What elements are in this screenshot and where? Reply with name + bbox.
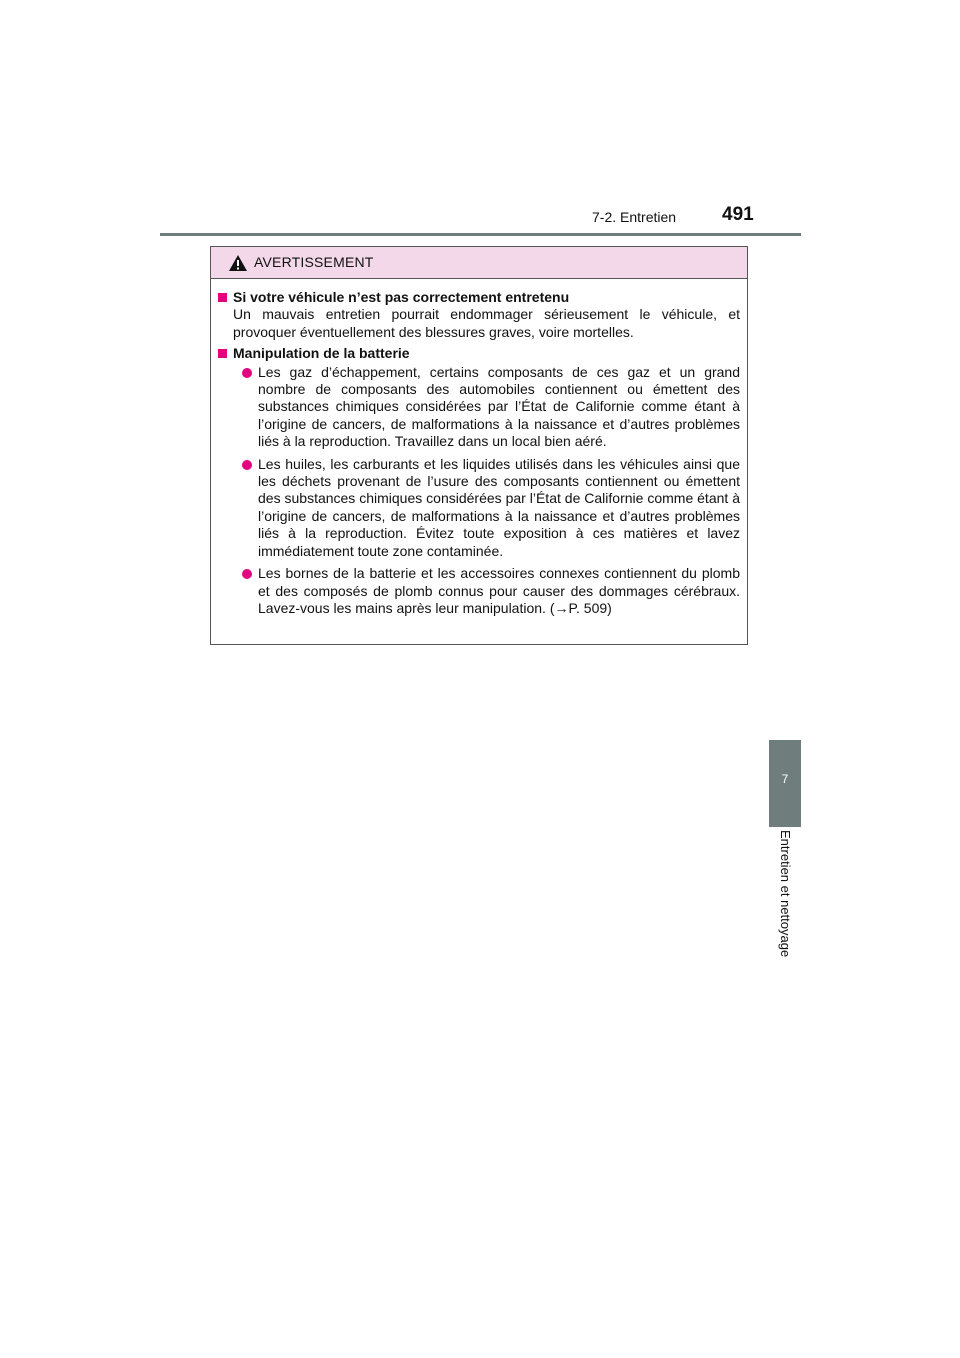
- list-item: [242, 364, 740, 451]
- chapter-number: 7: [781, 772, 789, 786]
- chapter-label-text: Entretien et nettoyage: [778, 830, 793, 958]
- square-bullet-icon: [218, 293, 227, 302]
- page-number: 491: [722, 204, 754, 225]
- header-divider: [160, 233, 801, 236]
- square-bullet-icon: [218, 349, 227, 358]
- warning-header: [211, 247, 747, 279]
- section-heading-battery: [217, 345, 747, 362]
- list-item-text: Les gaz d’échappement, certains composants de ces gaz et un grand nombre de composants des automobiles contiennent ou émettent des substances chimiques considérées par l’État de Californie comme étant à l’origine de cancers, de malformations à la naissance et d’autres problèmes liés à la reproduction. Travaillez dans un local bien aéré.: [258, 363, 740, 450]
- round-bullet-icon: [242, 368, 252, 378]
- maintenance-paragraph: Un mauvais entretien pourrait endommager sérieusement le véhicule, et provoquer éventuellement des blessures graves, voire mortelles.: [233, 306, 740, 340]
- round-bullet-icon: [242, 569, 252, 579]
- chapter-tab[interactable]: [769, 740, 801, 827]
- warning-title: AVERTISSEMENT: [254, 254, 374, 270]
- list-item-text: Les bornes de la batterie et les accessoires connexes contiennent du plomb et des composés de plomb connus pour causer des dommages cérébraux. Lavez-vous les mains après leur manipulation. (→P. 509): [258, 565, 740, 616]
- section-heading-text: Manipulation de la batterie: [233, 345, 410, 362]
- list-item-text: Les huiles, les carburants et les liquides utilisés dans les véhicules ainsi que les déchets provenant de l’usure des composants contiennent ou émettent des substances chimiques considérées par l’État de Californie comme étant à l’origine de cancers, de malformations à la naissance et d’autres problèmes liés à la reproduction. Évitez toute exposition à ces matières et lavez immédiatement toute zone contaminée.: [258, 455, 740, 559]
- warning-triangle-icon: [228, 254, 248, 272]
- warning-body: [211, 289, 747, 617]
- chapter-label: [760, 830, 810, 958]
- list-item: [242, 565, 740, 617]
- section-heading-maintenance: [217, 289, 747, 306]
- warning-box: [210, 246, 748, 645]
- section-title: 7-2. Entretien: [592, 209, 677, 225]
- list-item: [242, 456, 740, 560]
- section-heading-text: Si votre véhicule n’est pas correctement entretenu: [233, 289, 570, 305]
- round-bullet-icon: [242, 460, 252, 470]
